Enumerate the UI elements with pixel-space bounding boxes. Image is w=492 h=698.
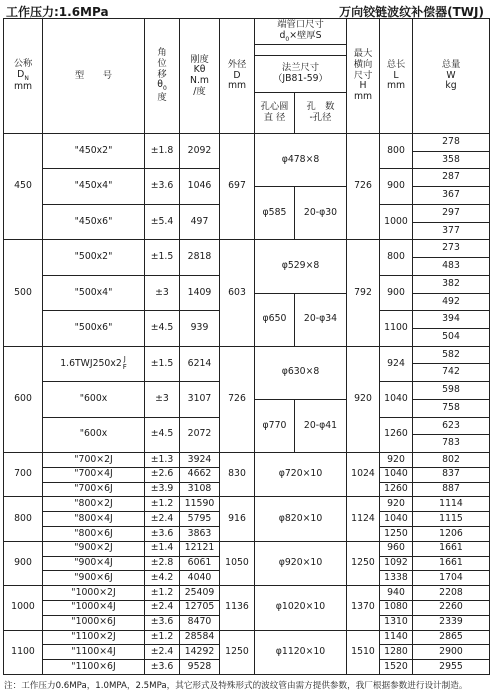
nominal-diameter-cell: 900 xyxy=(4,541,43,585)
length-cell: 920 xyxy=(380,497,413,512)
model-cell xyxy=(43,526,145,541)
angle-cell: ±3.6 xyxy=(145,526,180,541)
model-name: "500x2" xyxy=(74,251,113,263)
angle-cell: ±1.3 xyxy=(145,452,180,467)
length-cell: 1040 xyxy=(380,512,413,527)
model-cell xyxy=(43,417,145,452)
length-cell: 1250 xyxy=(380,526,413,541)
weight-cell: 887 xyxy=(413,482,490,497)
angle-cell: ±3.9 xyxy=(145,482,180,497)
model-name: "600x xyxy=(79,392,108,404)
outer-diameter-cell: 697 xyxy=(220,134,255,240)
angle-cell: ±4.2 xyxy=(145,571,180,586)
length-cell: 1280 xyxy=(380,645,413,660)
stiffness-cell: 12705 xyxy=(180,600,220,615)
stiffness-cell: 12121 xyxy=(180,541,220,556)
model-name: "800×6J xyxy=(74,527,113,539)
pipe-end-size-cell: φ1120×10 xyxy=(255,630,347,674)
angle-cell: ±1.5 xyxy=(145,240,180,275)
model-cell xyxy=(43,512,145,527)
angle-cell: ±1.2 xyxy=(145,586,180,601)
bolt-circle-cell: φ650 xyxy=(255,293,295,346)
model-name: "1000×4J xyxy=(71,601,116,613)
length-cell: 800 xyxy=(380,240,413,275)
angle-cell: ±1.8 xyxy=(145,134,180,169)
model-cell xyxy=(43,645,145,660)
model-cell xyxy=(43,571,145,586)
nominal-diameter-cell: 500 xyxy=(4,240,43,346)
model-name: "450x6" xyxy=(74,215,113,227)
model-name: "1100×6J xyxy=(71,660,116,672)
model-cell xyxy=(43,204,145,239)
outer-diameter-cell: 1250 xyxy=(220,630,255,674)
length-cell: 1260 xyxy=(380,482,413,497)
stiffness-cell: 9528 xyxy=(180,660,220,675)
model-name: "500x4" xyxy=(74,286,113,298)
pipe-end-size-cell: φ1020×10 xyxy=(255,586,347,630)
weight-cell: 273 xyxy=(413,240,490,258)
length-cell: 1338 xyxy=(380,571,413,586)
weight-cell: 287 xyxy=(413,169,490,187)
model-name: "900×4J xyxy=(74,557,113,569)
model-name: "1100×2J xyxy=(71,631,116,643)
col-header-dn: 公称 $D_N$ mm xyxy=(4,19,43,134)
max-lateral-cell: 1370 xyxy=(347,586,380,630)
weight-cell: 1206 xyxy=(413,526,490,541)
angle-cell: ±1.2 xyxy=(145,497,180,512)
weight-cell: 2208 xyxy=(413,586,490,601)
weight-cell: 2865 xyxy=(413,630,490,645)
table-row xyxy=(4,134,490,152)
model-name: "600x xyxy=(79,428,108,440)
model-cell xyxy=(43,482,145,497)
table-row xyxy=(4,497,490,512)
model-name: "1000×2J xyxy=(71,586,116,598)
model-name: "450x2" xyxy=(74,144,113,156)
document-title: 万向铰链波纹补偿器(TWJ) xyxy=(339,5,484,19)
col-header-length: 总长 L mm xyxy=(380,19,413,134)
model-cell xyxy=(43,660,145,675)
max-lateral-cell: 920 xyxy=(347,346,380,452)
model-cell xyxy=(43,630,145,645)
stiffness-cell: 5795 xyxy=(180,512,220,527)
model-name: "900×2J xyxy=(74,542,113,554)
model-name: "700×6J xyxy=(74,483,113,495)
nominal-diameter-cell: 450 xyxy=(4,134,43,240)
model-cell xyxy=(43,467,145,482)
weight-cell: 1661 xyxy=(413,541,490,556)
angle-cell: ±2.4 xyxy=(145,645,180,660)
weight-cell: 2900 xyxy=(413,645,490,660)
footnote: 注：工作压力0.6MPa，1.0MPA，2.5MPa，其它形式及特殊形式的波纹管由需方提供参数，我厂根据参数进行设计制造。 xyxy=(4,681,468,691)
stiffness-cell: 3924 xyxy=(180,452,220,467)
model-cell xyxy=(43,311,145,346)
stiffness-cell: 4662 xyxy=(180,467,220,482)
weight-cell: 382 xyxy=(413,275,490,293)
col-header-holes: 孔 数 -孔径 xyxy=(295,92,347,133)
model-cell xyxy=(43,615,145,630)
stiffness-cell: 2818 xyxy=(180,240,220,275)
weight-cell: 758 xyxy=(413,399,490,417)
table-row xyxy=(4,630,490,645)
angle-cell: ±2.4 xyxy=(145,512,180,527)
pipe-end-size-cell: φ478×8 xyxy=(255,134,347,187)
col-header-max-lateral: 最大 横向 尺寸 H mm xyxy=(347,19,380,134)
model-cell xyxy=(43,586,145,601)
outer-diameter-cell: 830 xyxy=(220,452,255,496)
weight-cell: 2339 xyxy=(413,615,490,630)
model-name: "900×6J xyxy=(74,571,113,583)
stiffness-cell: 497 xyxy=(180,204,220,239)
col-header-outer-diameter: 外径 D mm xyxy=(220,19,255,134)
weight-cell: 742 xyxy=(413,364,490,382)
stiffness-cell: 2092 xyxy=(180,134,220,169)
pipe-end-size-cell: φ820×10 xyxy=(255,497,347,541)
weight-cell: 1661 xyxy=(413,556,490,571)
model-cell xyxy=(43,346,145,381)
angle-cell: ±5.4 xyxy=(145,204,180,239)
col-header-weight: 总量 W kg xyxy=(413,19,490,134)
weight-cell: 483 xyxy=(413,258,490,276)
weight-cell: 297 xyxy=(413,204,490,222)
table-row xyxy=(4,541,490,556)
length-cell: 1140 xyxy=(380,630,413,645)
weight-cell: 367 xyxy=(413,187,490,205)
stiffness-cell: 11590 xyxy=(180,497,220,512)
nominal-diameter-cell: 800 xyxy=(4,497,43,541)
model-cell xyxy=(43,600,145,615)
outer-diameter-cell: 603 xyxy=(220,240,255,346)
angle-cell: ±3 xyxy=(145,275,180,310)
holes-cell: 20-φ34 xyxy=(295,293,347,346)
max-lateral-cell: 1250 xyxy=(347,541,380,585)
length-cell: 900 xyxy=(380,169,413,204)
weight-cell: 358 xyxy=(413,151,490,169)
weight-cell: 623 xyxy=(413,417,490,435)
weight-cell: 837 xyxy=(413,467,490,482)
outer-diameter-cell: 916 xyxy=(220,497,255,541)
model-name: "700×2J xyxy=(74,453,113,465)
table-row xyxy=(4,586,490,601)
angle-cell: ±2.4 xyxy=(145,600,180,615)
angle-cell: ±4.5 xyxy=(145,311,180,346)
length-cell: 940 xyxy=(380,586,413,601)
stiffness-cell: 4040 xyxy=(180,571,220,586)
pipe-end-size-cell: φ630×8 xyxy=(255,346,347,399)
length-cell: 1520 xyxy=(380,660,413,675)
model-name: "450x4" xyxy=(74,180,113,192)
weight-cell: 278 xyxy=(413,134,490,152)
model-name: "1100×4J xyxy=(71,645,116,657)
weight-cell: 1704 xyxy=(413,571,490,586)
nominal-diameter-cell: 1000 xyxy=(4,586,43,630)
stiffness-cell: 1409 xyxy=(180,275,220,310)
angle-cell: ±3.6 xyxy=(145,169,180,204)
angle-cell: ±2.6 xyxy=(145,467,180,482)
model-name: 1.6TWJ250x2 xyxy=(60,358,122,370)
stiffness-cell: 2072 xyxy=(180,417,220,452)
table-row xyxy=(4,240,490,258)
compensator-spec-table xyxy=(3,18,490,675)
col-header-pipe-end: 端管口尺寸 $d_0\times$壁厚S xyxy=(255,19,347,45)
stiffness-cell: 3107 xyxy=(180,382,220,417)
length-cell: 1100 xyxy=(380,311,413,346)
length-cell: 920 xyxy=(380,452,413,467)
stiffness-cell: 939 xyxy=(180,311,220,346)
nominal-diameter-cell: 1100 xyxy=(4,630,43,674)
length-cell: 800 xyxy=(380,134,413,169)
length-cell: 1080 xyxy=(380,600,413,615)
model-subscript: F xyxy=(122,362,127,371)
weight-cell: 2955 xyxy=(413,660,490,675)
pipe-end-size-cell: φ720×10 xyxy=(255,452,347,496)
length-cell: 1260 xyxy=(380,417,413,452)
weight-cell: 582 xyxy=(413,346,490,364)
weight-cell: 2260 xyxy=(413,600,490,615)
table-row xyxy=(4,346,490,364)
stiffness-cell: 3108 xyxy=(180,482,220,497)
bolt-circle-cell: φ770 xyxy=(255,399,295,452)
stiffness-cell: 14292 xyxy=(180,645,220,660)
stiffness-cell: 6214 xyxy=(180,346,220,381)
stiffness-cell: 25409 xyxy=(180,586,220,601)
weight-cell: 492 xyxy=(413,293,490,311)
length-cell: 1310 xyxy=(380,615,413,630)
col-header-flange: 法兰尺寸 （JB81-59） xyxy=(255,56,347,93)
model-name: "800×4J xyxy=(74,512,113,524)
angle-cell: ±3.6 xyxy=(145,615,180,630)
model-cell xyxy=(43,541,145,556)
nominal-diameter-cell: 600 xyxy=(4,346,43,452)
weight-cell: 783 xyxy=(413,435,490,453)
length-cell: 960 xyxy=(380,541,413,556)
angle-cell: ±1.5 xyxy=(145,346,180,381)
col-header-bolt-circle: 孔心圆 直 径 xyxy=(255,92,295,133)
stiffness-cell: 3863 xyxy=(180,526,220,541)
nominal-diameter-cell: 700 xyxy=(4,452,43,496)
max-lateral-cell: 1510 xyxy=(347,630,380,674)
max-lateral-cell: 792 xyxy=(347,240,380,346)
pipe-end-size-cell: φ920×10 xyxy=(255,541,347,585)
col-header-angle: 角 位 移 $\theta_0$ 度 xyxy=(145,19,180,134)
model-cell xyxy=(43,556,145,571)
weight-cell: 394 xyxy=(413,311,490,329)
pipe-end-size-cell: φ529×8 xyxy=(255,240,347,293)
outer-diameter-cell: 726 xyxy=(220,346,255,452)
model-name: "500x6" xyxy=(74,322,113,334)
bolt-circle-cell: φ585 xyxy=(255,187,295,240)
angle-cell: ±2.8 xyxy=(145,556,180,571)
stiffness-cell: 8470 xyxy=(180,615,220,630)
model-cell xyxy=(43,452,145,467)
outer-diameter-cell: 1136 xyxy=(220,586,255,630)
stiffness-cell: 1046 xyxy=(180,169,220,204)
weight-cell: 1115 xyxy=(413,512,490,527)
col-header-stiffness: 刚度 Kθ N.m /度 xyxy=(180,19,220,134)
length-cell: 1092 xyxy=(380,556,413,571)
model-cell xyxy=(43,134,145,169)
weight-cell: 1114 xyxy=(413,497,490,512)
col-header-model: 型 号 xyxy=(43,19,145,134)
angle-cell: ±4.5 xyxy=(145,417,180,452)
angle-cell: ±3.6 xyxy=(145,660,180,675)
model-cell xyxy=(43,169,145,204)
table-row xyxy=(4,452,490,467)
model-cell xyxy=(43,275,145,310)
model-superscript: J xyxy=(123,355,126,364)
max-lateral-cell: 1024 xyxy=(347,452,380,496)
length-cell: 1040 xyxy=(380,382,413,417)
angle-cell: ±1.4 xyxy=(145,541,180,556)
angle-cell: ±1.2 xyxy=(145,630,180,645)
model-cell xyxy=(43,382,145,417)
length-cell: 1040 xyxy=(380,467,413,482)
working-pressure-label: 工作压力:1.6MPa xyxy=(6,5,109,19)
model-cell xyxy=(43,240,145,275)
length-cell: 900 xyxy=(380,275,413,310)
length-cell: 924 xyxy=(380,346,413,381)
model-name: "800×2J xyxy=(74,497,113,509)
weight-cell: 377 xyxy=(413,222,490,240)
model-name: "1000×6J xyxy=(71,616,116,628)
holes-cell: 20-φ30 xyxy=(295,187,347,240)
weight-cell: 598 xyxy=(413,382,490,400)
weight-cell: 504 xyxy=(413,328,490,346)
angle-cell: ±3 xyxy=(145,382,180,417)
model-name: "700×4J xyxy=(74,468,113,480)
max-lateral-cell: 726 xyxy=(347,134,380,240)
weight-cell: 802 xyxy=(413,452,490,467)
holes-cell: 20-φ41 xyxy=(295,399,347,452)
length-cell: 1000 xyxy=(380,204,413,239)
outer-diameter-cell: 1050 xyxy=(220,541,255,585)
max-lateral-cell: 1124 xyxy=(347,497,380,541)
stiffness-cell: 6061 xyxy=(180,556,220,571)
stiffness-cell: 28584 xyxy=(180,630,220,645)
model-cell xyxy=(43,497,145,512)
